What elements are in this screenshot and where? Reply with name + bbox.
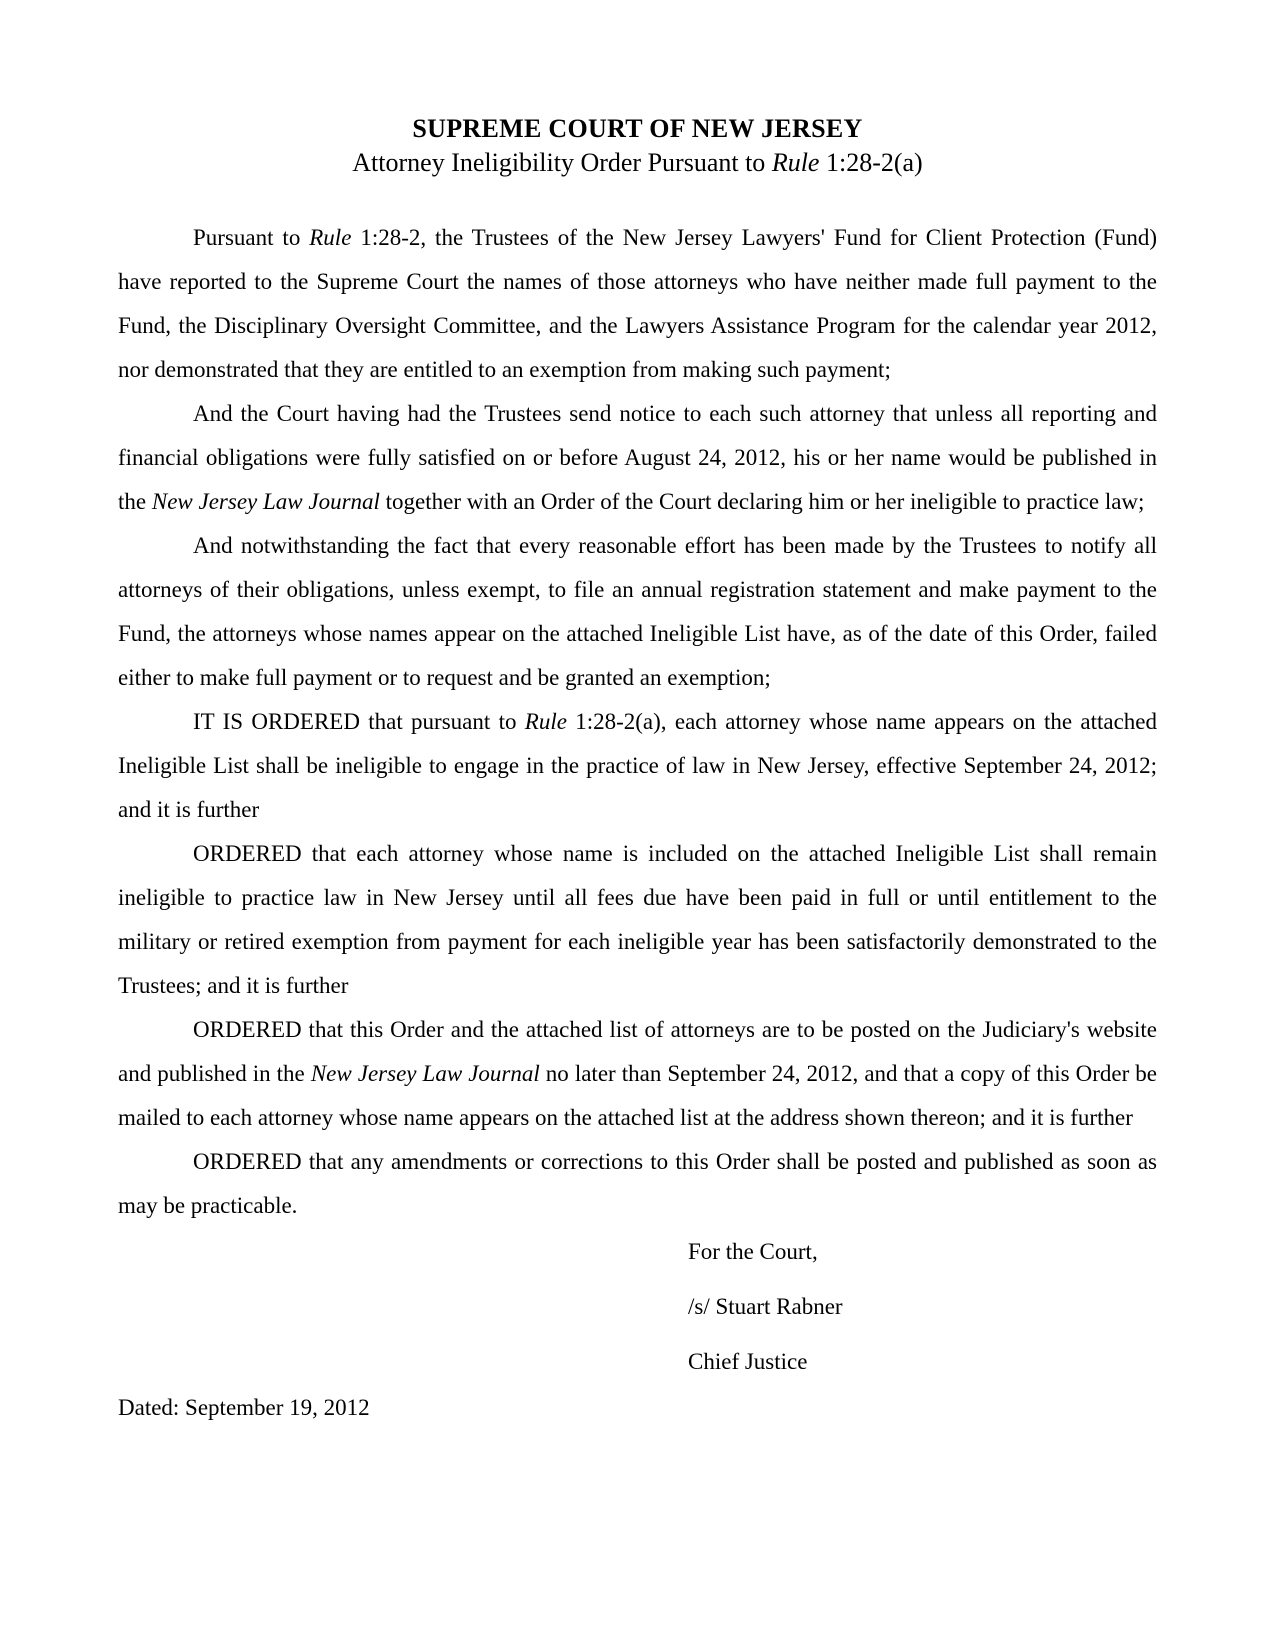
document-header xyxy=(118,112,1157,180)
dated-line: Dated: September 19, 2012 xyxy=(118,1395,370,1420)
document-title: SUPREME COURT OF NEW JERSEY xyxy=(412,114,863,143)
order-paragraph-recitals-1: Pursuant to Rule 1:28-2, the Trustees of the New Jersey Lawyers' Fund for Client Protection (Fund) have reported to the Supreme Court the names of those attorneys who have neither made full payment to the Fund, the Disciplinary Oversight Committee, and the Lawyers Assistance Program for the calendar year 2012, nor demonstrated that they are entitled to an exemption from making such payment; xyxy=(118,225,1158,382)
order-paragraph-ordered-3: ORDERED that this Order and the attached list of attorneys are to be posted on the Judiciary's website and published in the New Jersey Law Journal no later than September 24, 2012, and that a copy of this Order be mailed to each attorney whose name appears on the attached list at the address shown thereon; and it is further xyxy=(118,1017,1157,1130)
order-paragraph-recitals-2: And the Court having had the Trustees send notice to each such attorney that unless all reporting and financial obligations were fully satisfied on or before August 24, 2012, his or her name would be published in the New Jersey Law Journal together with an Order of the Court declaring him or her ineligible to practice law; xyxy=(118,401,1157,514)
order-paragraph-ordered-4: ORDERED that any amendments or corrections to this Order shall be posted and published as soon as may be practicable. xyxy=(118,1149,1157,1218)
signature-for-the-court-line: For the Court, xyxy=(688,1239,818,1264)
order-paragraph-recitals-3: And notwithstanding the fact that every reasonable effort has been made by the Trustees to notify all attorneys of their obligations, unless exempt, to file an annual registration statement and make payment to the Fund, the attorneys whose names appear on the attached Ineligible List have, as of the date of this Order, failed either to make full payment or to request and be granted an exemption; xyxy=(118,533,1157,690)
document-body xyxy=(118,216,1157,1228)
signature-title-line: Chief Justice xyxy=(688,1349,808,1374)
order-paragraph-ordered-1: IT IS ORDERED that pursuant to Rule 1:28-2(a), each attorney whose name appears on the attached Ineligible List shall be ineligible to engage in the practice of law in New Jersey, effective September 24, 2012; and it is further xyxy=(118,709,1157,822)
document-subtitle: Attorney Ineligibility Order Pursuant to Rule 1:28-2(a) xyxy=(352,148,923,177)
signature-block xyxy=(688,1230,1157,1384)
order-paragraph-ordered-2: ORDERED that each attorney whose name is included on the attached Ineligible List shall remain ineligible to practice law in New Jersey until all fees due have been paid in full or until entitlement to the military or retired exemption from payment for each ineligible year has been satisfactorily demonstrated to the Trustees; and it is further xyxy=(118,841,1157,998)
signature-name-line: /s/ Stuart Rabner xyxy=(688,1294,843,1319)
